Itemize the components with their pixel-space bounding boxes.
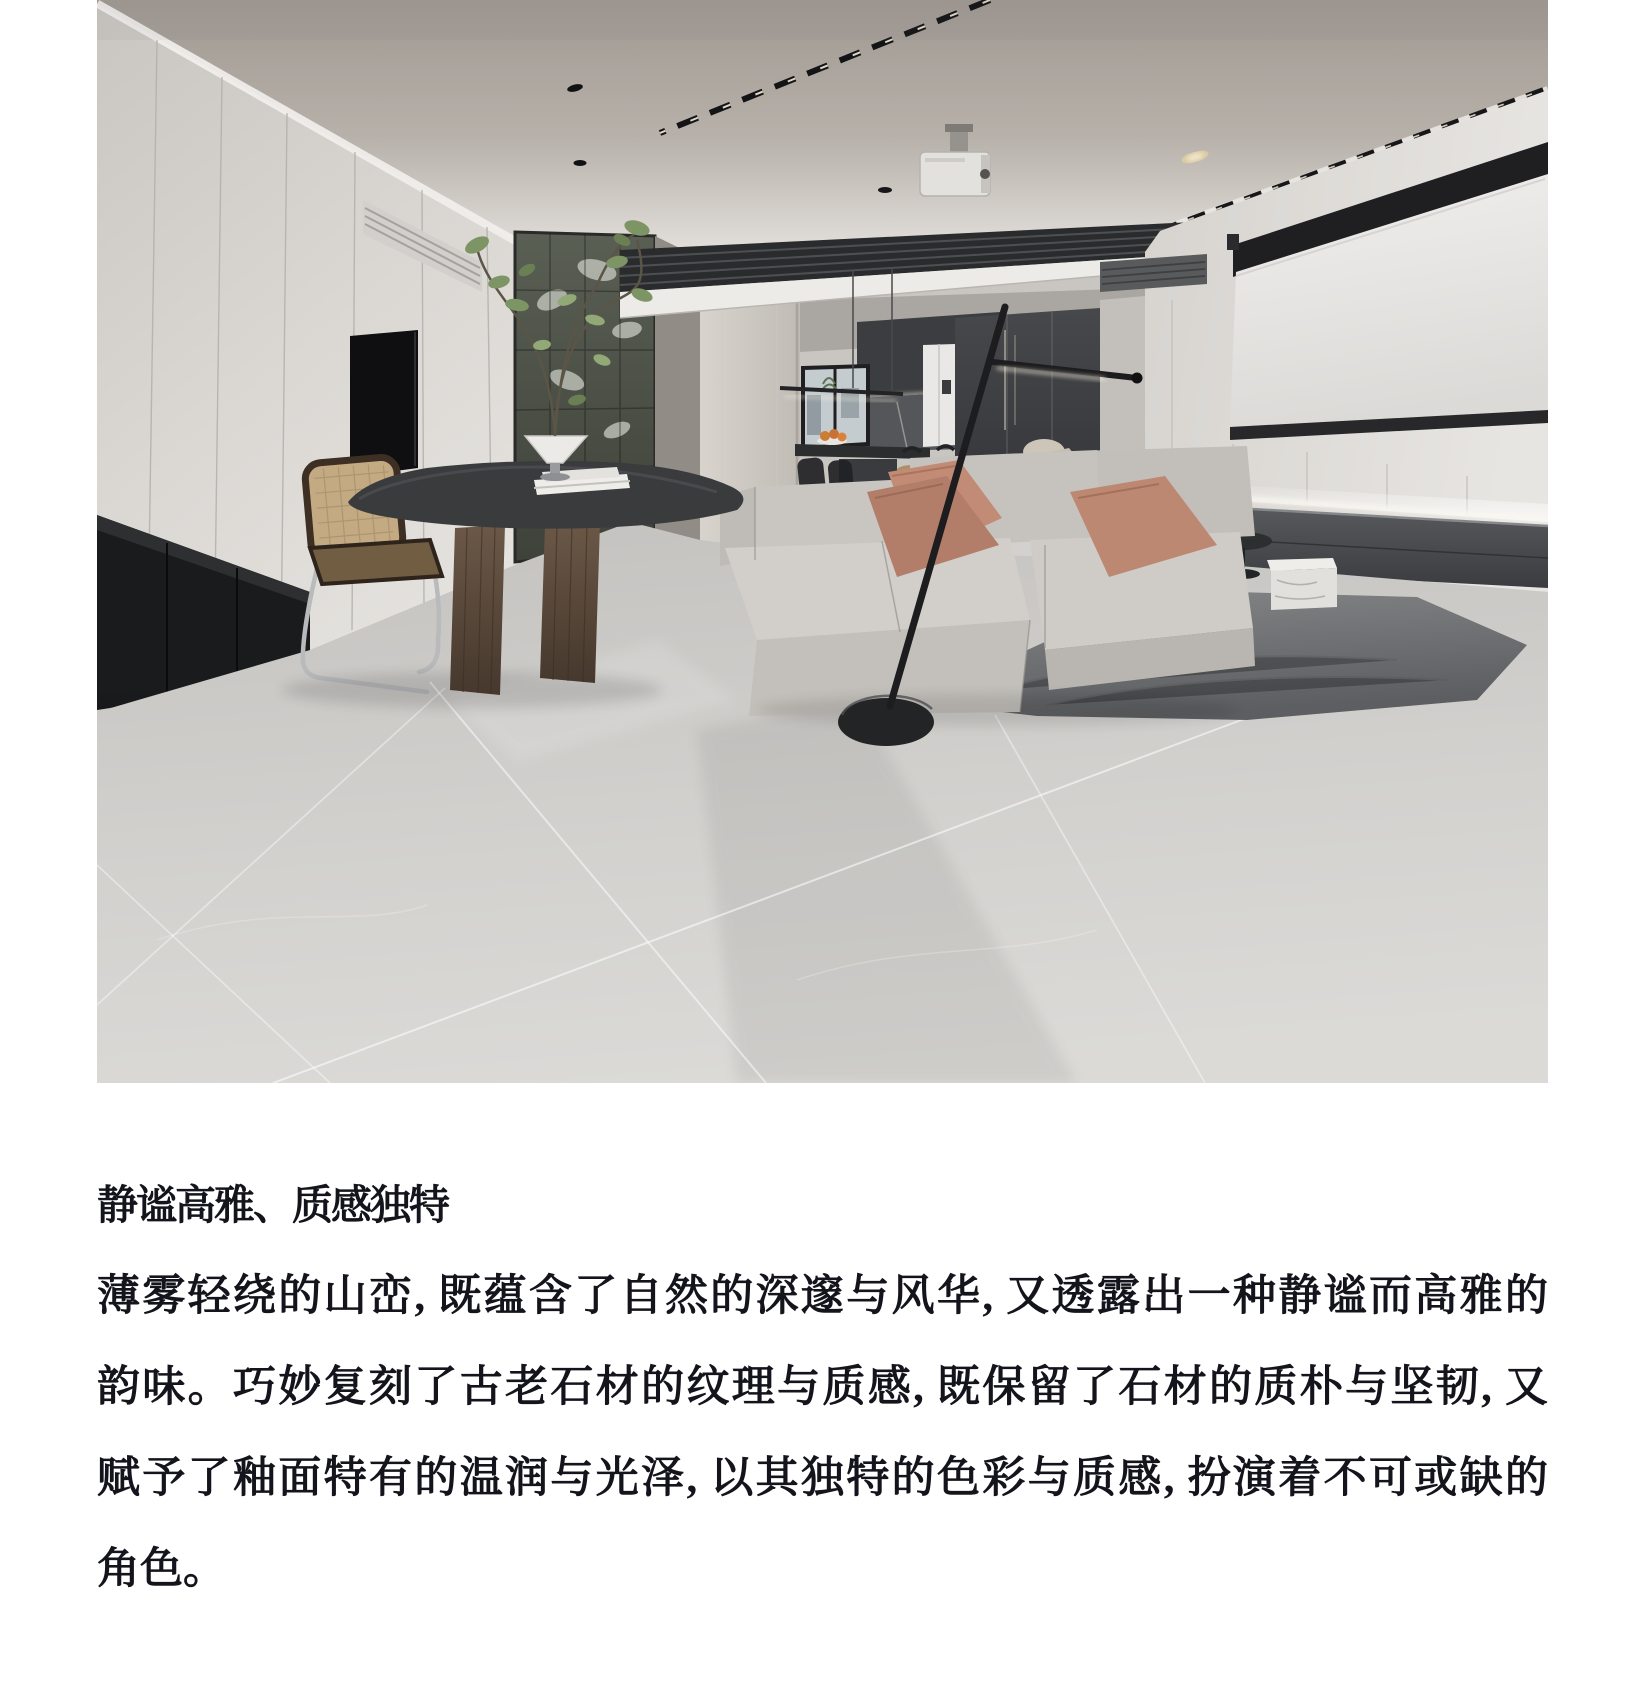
body-line-4: 角色。	[97, 1546, 226, 1593]
description-block	[97, 1160, 1548, 1615]
body-line-3: 赋予了釉面特有的温润与光泽, 以其独特的色彩与质感, 扮演着不可或缺的	[97, 1455, 1548, 1502]
body-line-1: 薄雾轻绕的山峦, 既蕴含了自然的深邃与风华, 又透露出一种静谧而高雅的	[97, 1273, 1548, 1320]
body-line-2: 韵味。巧妙复刻了古老石材的纹理与质感, 既保留了石材的质朴与坚韧, 又	[97, 1364, 1548, 1411]
interior-render	[97, 0, 1548, 1083]
hero-image	[97, 0, 1548, 1083]
section-heading: 静谧高雅、质感独特	[97, 1182, 448, 1228]
